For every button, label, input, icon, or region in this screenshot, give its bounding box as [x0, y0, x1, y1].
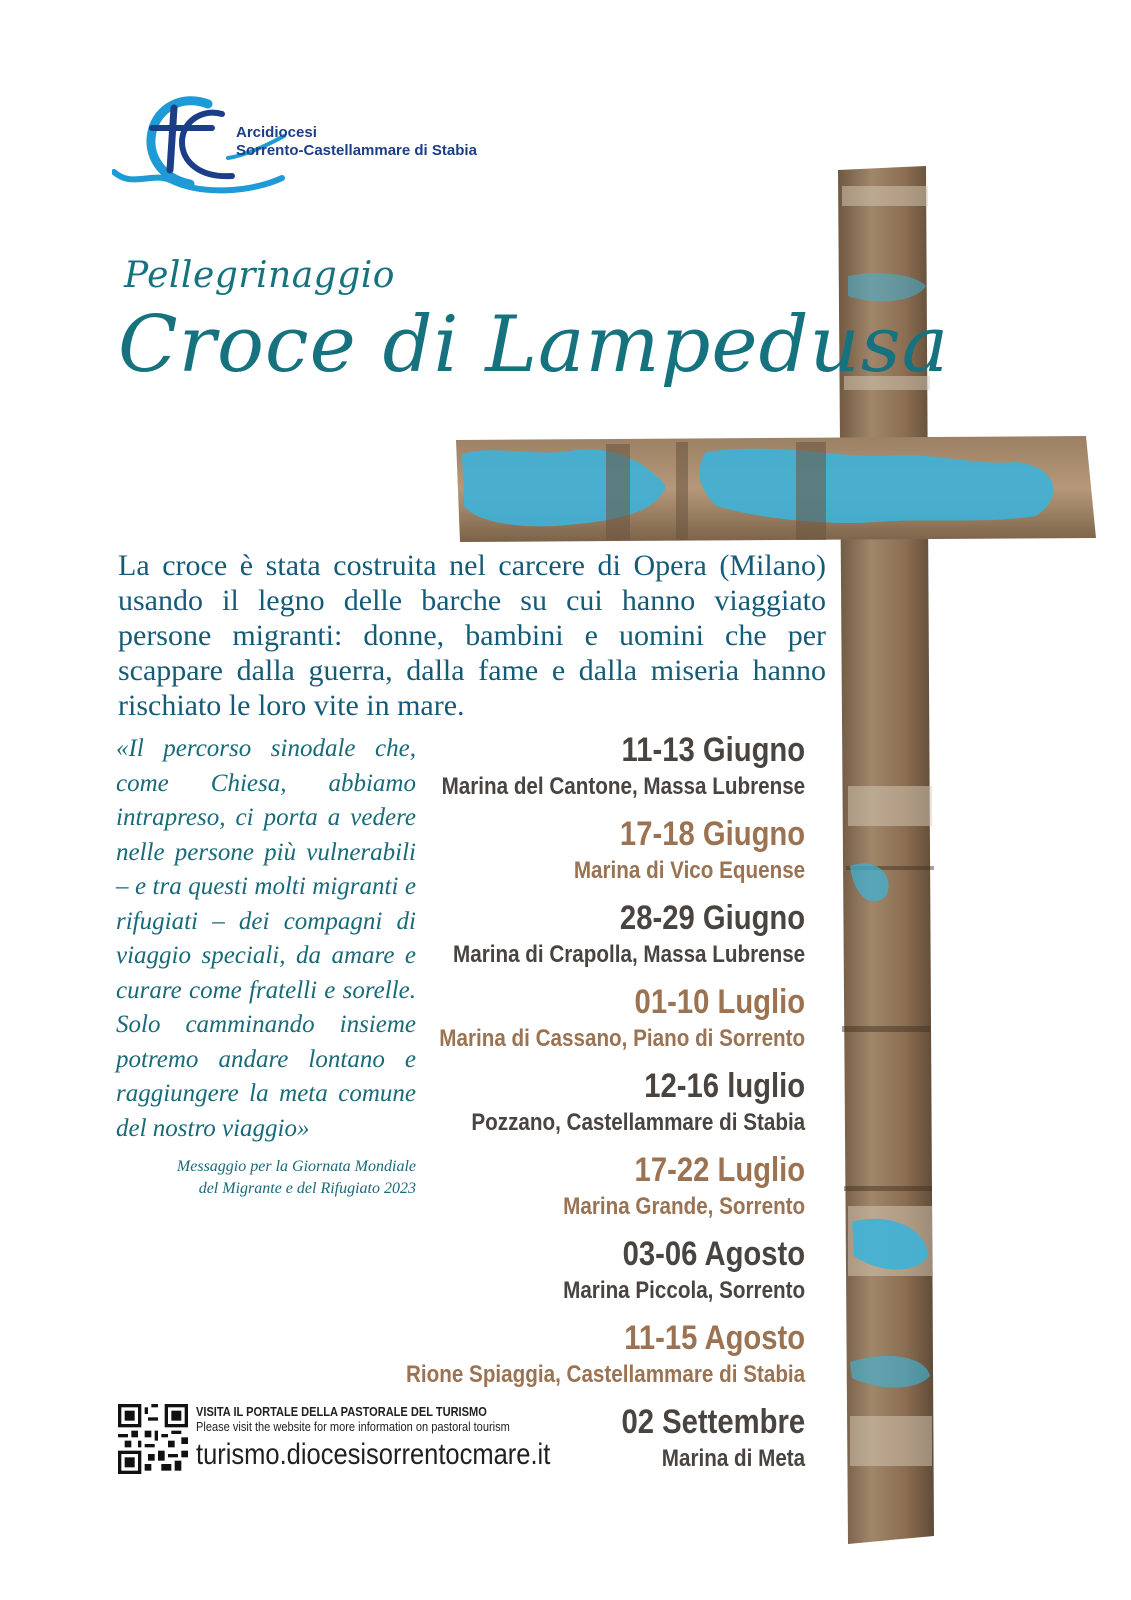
- event-item: [341, 1232, 805, 1316]
- event-place: Marina di Vico Equense: [573, 857, 805, 884]
- event-date: 03-06 Agosto: [622, 1235, 805, 1273]
- event-place: Marina di Meta: [661, 1445, 805, 1472]
- footer-heading: VISITA IL PORTALE DELLA PASTORALE DEL TURISMO: [196, 1404, 487, 1419]
- events-list: [341, 728, 805, 1484]
- logo-line-2: Sorrento-Castellammare di Stabia: [236, 142, 477, 159]
- quote-source-line-1: Messaggio per la Giornata Mondiale: [176, 1158, 416, 1175]
- qr-code-icon: [118, 1404, 188, 1474]
- footer-subheading: Please visit the website for more information on pastoral tourism: [196, 1419, 510, 1434]
- event-date: 17-22 Luglio: [634, 1151, 805, 1189]
- logo-line-1: Arcidiocesi: [236, 124, 317, 141]
- event-place: Marina del Cantone, Massa Lubrense: [441, 773, 805, 800]
- event-place: Marina Piccola, Sorrento: [562, 1277, 805, 1304]
- intro-paragraph: La croce è stata costruita nel carcere di Opera (Milano) usando il legno delle barche su cui hanno viaggiato persone migranti: donne, bambini e uomini che per scappare dalla guerra, dalla fame e dalla miseria hanno rischiato le loro vite in mare.: [118, 549, 826, 722]
- event-item: [341, 1316, 805, 1400]
- event-place: Marina di Crapolla, Massa Lubrense: [452, 941, 805, 968]
- event-date: 17-18 Giugno: [619, 815, 805, 853]
- logo-text: [236, 124, 477, 160]
- event-place: Marina Grande, Sorrento: [563, 1193, 805, 1220]
- website-link[interactable]: turismo.diocesisorrentocmare.it: [196, 1438, 551, 1471]
- event-place: Rione Spiaggia, Castellammare di Stabia: [405, 1361, 805, 1388]
- quote-source-line-2: del Migrante e del Rifugiato 2023: [198, 1180, 416, 1197]
- event-date: 11-15 Agosto: [624, 1319, 805, 1357]
- event-item: [341, 896, 805, 980]
- page-subtitle: Pellegrinaggio: [124, 255, 395, 296]
- footer: [196, 1404, 613, 1474]
- page-title: Croce di Lampedusa: [118, 300, 950, 390]
- event-item: [341, 812, 805, 896]
- event-item: [341, 980, 805, 1064]
- event-item: [341, 1064, 805, 1148]
- event-date: 11-13 Giugno: [621, 731, 805, 769]
- event-date: 02 Settembre: [621, 1403, 805, 1441]
- event-date: 01-10 Luglio: [634, 983, 805, 1021]
- quote-text: «Il percorso sinodale che, come Chiesa, abbiamo intrapreso, ci porta a vedere nelle persone più vulnerabili – e tra questi molti migranti e rifugiati – dei compagni di viaggio speciali, da amare e curare come fratelli e sorelle. Solo camminando insieme potremo andare lontano e raggiungere la meta comune del nostro viaggio»: [116, 735, 416, 1142]
- event-place: Pozzano, Castellammare di Stabia: [471, 1109, 805, 1136]
- event-place: Marina di Cassano, Piano di Sorrento: [439, 1025, 805, 1052]
- event-item: [341, 1148, 805, 1232]
- event-item: [341, 728, 805, 812]
- event-date: 28-29 Giugno: [619, 899, 805, 937]
- event-date: 12-16 luglio: [644, 1067, 805, 1105]
